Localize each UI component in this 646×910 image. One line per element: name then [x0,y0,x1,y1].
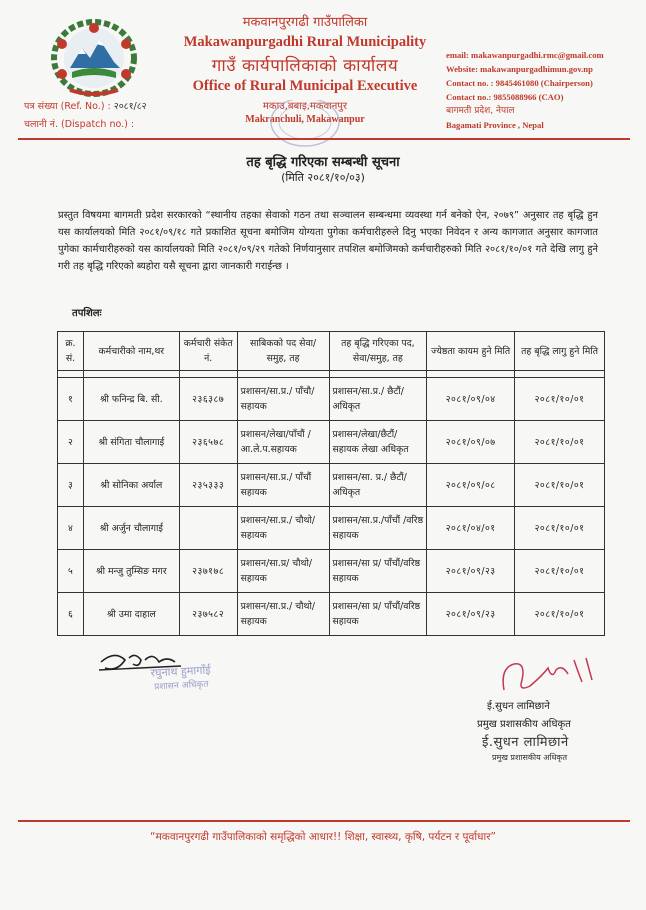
table-spacer-row [58,371,605,378]
left-stamp [125,661,236,697]
cell-name: श्री सोनिका अर्याल [83,464,179,507]
cell-seniority: २०८१/०९/२३ [427,550,515,593]
cao-stamp-post: प्रमुख प्रशासकीय अधिकृत [492,753,568,762]
table-row [58,550,605,593]
table-row [58,378,605,421]
cell-code: २३६३८७ [179,378,237,421]
ref-label: पत्र संख्या (Ref. No.) : [24,101,111,112]
cell-sn: ५ [58,550,84,593]
cell-effective: २०८१/१०/०१ [515,378,605,421]
table-row [58,593,605,636]
contact-block [446,48,641,132]
nepal-emblem-logo [48,14,140,98]
cell-effective: २०८१/१०/०१ [515,593,605,636]
notice-body: प्रस्तुत विषयमा बागमती प्रदेश सरकारको “स्थानीय तहका सेवाको गठन तथा सञ्चालन सम्बन्धमा व्यवस्था गर्न बनेको ऐन, २०७९” अनुसार तह बृद्धि हुन यस कार्यालयको मिति २०८१/०९/१८ गते प्रकाशित सूचना बमोजिम योग्यता पुगेका कर्मचारीहरुले दिनु भएका निवेदन र अन्य कागजात अनुसार कागजात पुगेका कार्मचारीहरुको यस कार्यालयको मिति २०८१/०९/२९ गतेको निर्णयानुसार तपशिल बमोजिमको कर्मचारीहरुको मिति २०८१/१०/०१ गते देखि लागु हुने गरी तह बृद्धि गरिएको ब्यहोरा यसै सूचना द्वारा जानकारी गराईन्छ । [58,210,598,272]
contact-phone-chairperson: Contact no. : 9845461080 (Chairperson) [446,78,593,88]
cell-old-post: प्रशासन/सा.प्र/ चौथो/ सहायक [237,550,329,593]
cell-seniority: २०८१/०४/०१ [427,507,515,550]
office-name-en: Office of Rural Municipal Executive [192,78,418,94]
cell-new-post: प्रशासन/लेखा/छैटौं/ सहायक लेखा अधिकृत [329,421,427,464]
cell-name: श्री मन्जु तुम्सिङ मगर [83,550,179,593]
cell-sn: ३ [58,464,84,507]
province-np: बागमती प्रदेश, नेपाल [446,106,515,116]
header-divider [18,138,630,140]
cao-post: प्रमुख प्रशासकीय अधिकृत [477,719,571,730]
contact-website: Website: makawanpurgadhimun.gov.np [446,64,593,74]
dispatch-label: चलानी नं. (Dispatch no.) : [24,119,135,130]
office-seal-stamp [240,100,370,150]
col-header-code: कर्मचारी संकेत नं. [179,332,237,371]
footer-divider [18,820,630,822]
cell-code: २३७५८२ [179,593,237,636]
cell-seniority: २०८१/०९/०४ [427,378,515,421]
cell-new-post: प्रशासन/सा प्र/ पाँचौं/वरिष्ठ सहायक [329,593,427,636]
table-header-row [58,332,605,371]
col-header-effective: तह बृद्धि लागु हुने मिति [515,332,605,371]
cell-effective: २०८१/१०/०१ [515,550,605,593]
cell-code: २३५३३३ [179,464,237,507]
ref-value: २०८१/८२ [113,101,147,112]
cell-name: श्री उमा दाहाल [83,593,179,636]
table-row [58,464,605,507]
office-name-np: गाउँ कार्यपालिकाको कार्यालय [211,56,399,76]
cell-code: २३७१७८ [179,550,237,593]
left-stamp-post: प्रशासन अधिकृत [153,679,209,693]
cell-old-post: प्रशासन/सा.प्र./ चौथो/सहायक [237,507,329,550]
cell-seniority: २०८१/०९/०८ [427,464,515,507]
municipality-name-en: Makawanpurgadhi Rural Municipality [183,34,427,50]
right-signature [496,650,611,700]
details-label: तपशिलः [72,308,102,319]
notice-date: (मिति २०८१/१०/०३) [281,171,365,184]
cell-effective: २०८१/१०/०१ [515,421,605,464]
municipality-name-np: मकवानपुरगढी गाउँपालिका [242,15,368,30]
col-header-seniority: ज्येष्ठता कायम हुने मिति [427,332,515,371]
cell-code: २३६५७८ [179,421,237,464]
cell-seniority: २०८१/०९/२३ [427,593,515,636]
cell-name: श्री संगिता चौलागाई [83,421,179,464]
cell-old-post: प्रशासन/सा.प्र./ पाँचौ/सहायक [237,378,329,421]
cell-name: श्री अर्जुन चौलागाई [83,507,179,550]
contact-phone-cao: Contact no.: 9855088966 (CAO) [446,92,564,102]
cell-old-post: प्रशासन/लेखा/पाँचौं /आ.ले.प.सहायक [237,421,329,464]
footer-slogan: “मकवानपुरगढी गाउँपालिकाको समृद्धिको आधार!! शिक्षा, स्वास्थ्य, कृषि, पर्यटन र पूर्वाधार” [150,831,496,843]
cao-stamp [482,732,602,763]
cell-sn: १ [58,378,84,421]
cell-seniority: २०८१/०९/०७ [427,421,515,464]
promotion-table [57,331,605,636]
cao-stamp-name: ई.सुधन लामिछाने [482,735,569,750]
cell-sn: ६ [58,593,84,636]
cell-effective: २०८१/१०/०१ [515,464,605,507]
col-header-name: कर्मचारीको नाम,थर [83,332,179,371]
notice-title: तह बृद्धि गरिएका सम्बन्धी सूचना [246,155,400,170]
col-header-new-post: तह बृद्धि गरिएका पद, सेवा/समुह, तह [329,332,427,371]
cell-name: श्री फनिन्द्र बि. सी. [83,378,179,421]
col-header-old-post: साबिकको पद सेवा/समुह, तह [237,332,329,371]
cell-old-post: प्रशासन/सा.प्र./ पाँचौं सहायक [237,464,329,507]
cell-new-post: प्रशासन/सा.प्र./ छैटौं/अधिकृत [329,378,427,421]
left-stamp-name: रघुनाथ हुमागाँई [150,663,212,680]
address-np: मकाउ,बबाइ,मकवानपुर [262,101,348,112]
cao-name: ई.सुधन लामिछाने [487,701,550,712]
province-en: Bagamati Province , Nepal [446,120,544,130]
reference-block [24,98,147,134]
cell-code [179,507,237,550]
table-row [58,421,605,464]
cell-new-post: प्रशासन/सा प्र/ पाँचौं/वरिष्ठ सहायक [329,550,427,593]
table-row [58,507,605,550]
col-header-sn: क्र. सं. [58,332,84,371]
cell-effective: २०८१/१०/०१ [515,507,605,550]
contact-email: email: makawanpurgadhi.rmc@gmail.com [446,50,604,60]
cell-sn: ४ [58,507,84,550]
cell-new-post: प्रशासन/सा.प्र./पाँचौं /वरिष्ठ सहायक [329,507,427,550]
cell-new-post: प्रशासन/सा. प्र./ छैटौं/अधिकृत [329,464,427,507]
address-en: Makranchuli, Makawanpur [245,114,365,125]
cell-sn: २ [58,421,84,464]
cell-old-post: प्रशासन/सा.प्र./ चौथो/सहायक [237,593,329,636]
